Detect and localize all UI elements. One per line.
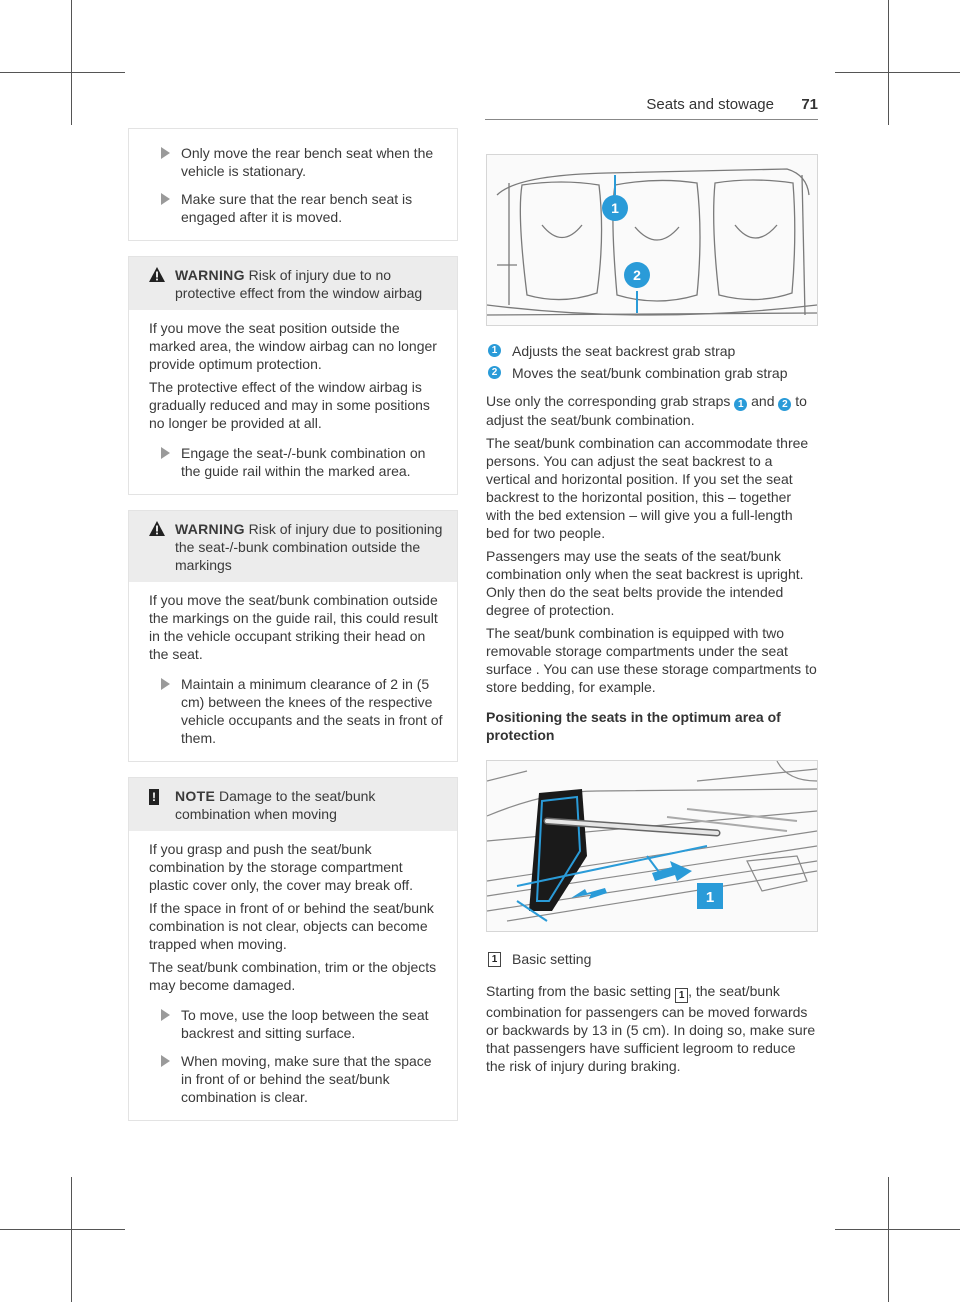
body-paragraph: Passengers may use the seats of the seat/bunk combination only when the seat backrest is upright. Only then do the seat belts provide the intended degree of protection.: [486, 548, 804, 618]
bullet-item: [149, 190, 445, 226]
warning-title: Risk of injury due to no protective effect from the window airbag: [175, 267, 423, 301]
warning-header: [129, 257, 457, 310]
note-paragraph: If you grasp and push the seat/bunk combination by the storage compartment plastic cover only, the cover may break off.: [149, 841, 414, 893]
crop-mark: [0, 72, 125, 73]
intro-box: [128, 128, 458, 241]
bullet-item: [149, 1006, 445, 1042]
bullet-item: [149, 444, 445, 480]
page-number: 71: [801, 96, 818, 113]
crop-mark: [71, 0, 72, 125]
bullet-text: To move, use the loop between the seat backrest and sitting surface.: [181, 1007, 429, 1041]
crop-mark: [835, 72, 960, 73]
use-only-text: to adjust the seat/bunk combination.: [486, 393, 807, 428]
body-paragraph: The seat/bunk combination can accommodate three persons. You can adjust the seat backrest to a vertical and horizontal position. If you set the seat backrest to the horizontal position, this – together with the bed extension – will give you a full-length bed for two people.: [486, 435, 809, 541]
arrow-bullet-icon: [161, 1055, 170, 1067]
warning-paragraph: If you move the seat position outside the marked area, the window airbag can no longer provide optimum protection.: [149, 320, 437, 372]
warning-paragraph: If you move the seat/bunk combination outside the markings on the guide rail, this could result in the vehicle occupant striking their head on the seat.: [149, 592, 438, 662]
bullet-item: [149, 1052, 445, 1106]
legend-item: [486, 950, 818, 968]
crop-mark: [71, 1177, 72, 1302]
use-only-paragraph: [486, 392, 818, 429]
warning-title: Risk of injury due to positioning the seat-/-bunk combination outside the markings: [175, 521, 443, 573]
crop-mark: [888, 1177, 889, 1302]
warning-box-position: [128, 510, 458, 762]
note-paragraph: The seat/bunk combination, trim or the objects may become damaged.: [149, 959, 437, 993]
final-text: , the seat/bunk combination for passengers can be moved forwards or backwards by 13 in (5 cm). In doing so, make sure that passengers have sufficient legroom to reduce the risk of injury during braking.: [486, 983, 816, 1074]
warning-triangle-icon: [149, 521, 165, 536]
note-paragraph: If the space in front of or behind the seat/bunk combination is not clear, objects can become trapped when moving.: [149, 900, 434, 952]
bullet-text: Make sure that the rear bench seat is engaged after it is moved.: [181, 191, 413, 225]
warning-paragraph: The protective effect of the window airbag is gradually reduced and may in some positions no longer be provided at all.: [149, 379, 430, 431]
warning-triangle-icon: [149, 267, 165, 282]
note-box: [128, 777, 458, 1121]
left-column: [128, 128, 458, 1136]
seat-straps-drawing: [487, 155, 817, 325]
arrow-bullet-icon: [161, 447, 170, 459]
legend-number-badge: 1: [488, 344, 501, 357]
header-rule: [485, 119, 818, 120]
legend-number-box: 1: [488, 952, 501, 967]
inline-number-badge: 2: [778, 398, 791, 411]
inline-number-box: 1: [675, 988, 688, 1003]
warning-label: WARNING: [175, 267, 245, 283]
section-subheading: Positioning the seats in the optimum area of protection: [486, 709, 781, 743]
callout-1: 1: [611, 200, 619, 216]
header-title: Seats and stowage: [646, 96, 774, 113]
bullet-item: [149, 144, 445, 180]
legend-text: Basic setting: [512, 951, 592, 967]
legend-text: Adjusts the seat backrest grab strap: [512, 343, 736, 359]
page-header: [640, 96, 818, 118]
use-only-text: Use only the corresponding grab straps: [486, 393, 731, 409]
seat-rail-illustration: [486, 760, 818, 932]
legend-item: [486, 342, 818, 360]
arrow-bullet-icon: [161, 147, 170, 159]
crop-mark: [835, 1229, 960, 1230]
bullet-text: Engage the seat-/-bunk combination on the guide rail within the marked area.: [181, 445, 426, 479]
crop-mark: [0, 1229, 125, 1230]
arrow-bullet-icon: [161, 1009, 170, 1021]
use-only-text: and: [751, 393, 775, 409]
warning-header: [129, 511, 457, 582]
note-header: [129, 778, 457, 831]
callout-2: 2: [633, 267, 641, 283]
bullet-text: Only move the rear bench seat when the vehicle is stationary.: [181, 145, 434, 179]
note-title: Damage to the seat/bunk combination when moving: [175, 788, 376, 822]
final-paragraph: [486, 982, 818, 1075]
bullet-text: Maintain a minimum clearance of 2 in (5 cm) between the knees of the respective vehicle occupants and the seats in front of them.: [181, 676, 443, 746]
legend-number-badge: 2: [488, 366, 501, 379]
warning-label: WARNING: [175, 521, 245, 537]
bullet-item: [149, 675, 445, 747]
warning-box-airbag: [128, 256, 458, 495]
rear-bench-seat-illustration: [486, 154, 818, 326]
inline-number-badge: 1: [734, 398, 747, 411]
legend-item: [486, 364, 818, 382]
arrow-bullet-icon: [161, 678, 170, 690]
body-paragraph: The seat/bunk combination is equipped with two removable storage compartments under the seat surface . You can use these storage compartments to store bedding, for example.: [486, 625, 817, 695]
note-label: NOTE: [175, 788, 216, 804]
legend-text: Moves the seat/bunk combination grab strap: [512, 365, 788, 381]
arrow-bullet-icon: [161, 193, 170, 205]
callout-basic-setting: 1: [705, 889, 715, 906]
bullet-text: When moving, make sure that the space in front of or behind the seat/bunk combination is clear.: [181, 1053, 432, 1105]
seat-rail-drawing: [487, 761, 817, 931]
crop-mark: [888, 0, 889, 125]
exclamation-icon: !: [149, 789, 159, 805]
final-text: Starting from the basic setting: [486, 983, 672, 999]
right-column: [486, 154, 818, 1080]
